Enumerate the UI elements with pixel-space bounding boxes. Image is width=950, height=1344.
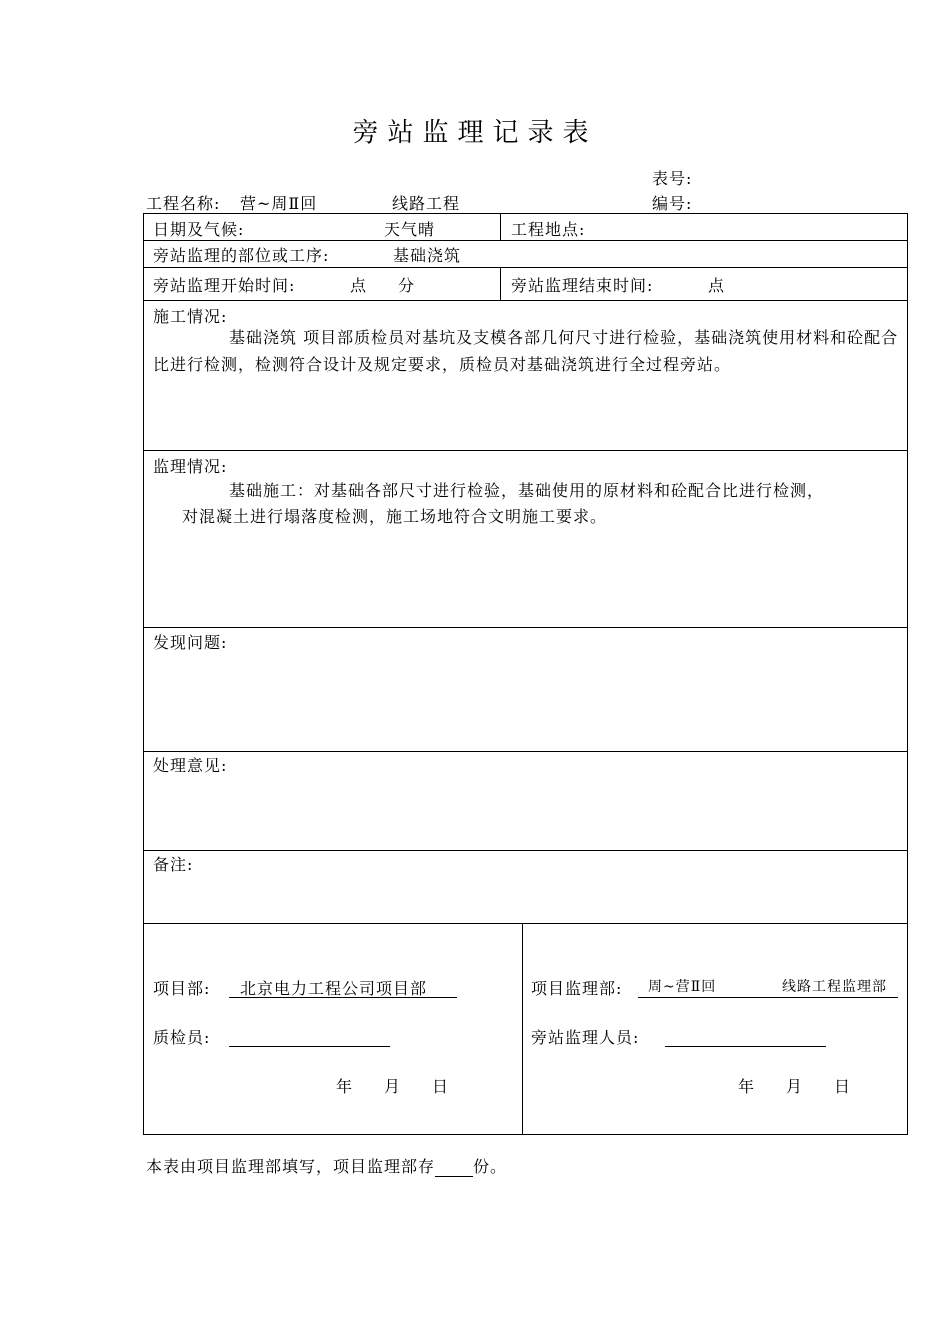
remarks-label: 备注:	[153, 855, 194, 874]
supervision-label: 监理情况:	[153, 457, 228, 476]
supervision-dept-label: 项目监理部:	[531, 979, 623, 998]
end-hour: 点	[708, 276, 726, 295]
construction-text: 基础浇筑 项目部质检员对基坑及支模各部几何尺寸进行检验，基础浇筑使用材料和砼配合比进行检测，检测符合设计及规定要求，质检员对基础浇筑进行全过程旁站。	[153, 328, 899, 374]
right-day: 日	[834, 1077, 852, 1096]
footer-text-after: 份。	[473, 1157, 508, 1176]
problems-label: 发现问题:	[153, 633, 228, 652]
date-weather-label: 日期及气候:	[153, 220, 245, 239]
serial-number-label: 编号:	[652, 194, 693, 213]
table-number-label: 表号:	[652, 169, 693, 188]
supervision-dept-value-b: 线路工程监理部	[782, 979, 887, 995]
left-day: 日	[432, 1077, 450, 1096]
project-dept-value: 北京电力工程公司项目部	[240, 979, 428, 998]
end-time-label: 旁站监理结束时间:	[511, 276, 654, 295]
supervision-dept-value-a: 周~营Ⅱ回	[648, 979, 717, 995]
project-dept-field	[229, 976, 457, 998]
project-name-value: 营~周Ⅱ回	[240, 194, 318, 213]
construction-label: 施工情况:	[153, 307, 228, 326]
right-year: 年	[738, 1077, 756, 1096]
left-month: 月	[384, 1077, 402, 1096]
date-weather-value: 天气晴	[384, 220, 436, 239]
record-form	[143, 213, 908, 1135]
right-month: 月	[786, 1077, 804, 1096]
copies-blank[interactable]	[435, 1156, 473, 1177]
start-time-label: 旁站监理开始时间:	[153, 276, 296, 295]
supervisor-label: 旁站监理人员:	[531, 1028, 640, 1047]
project-dept-label: 项目部:	[153, 979, 211, 998]
footer-text-before: 本表由项目监理部填写，项目监理部存	[146, 1157, 436, 1176]
supervisor-signature-line[interactable]	[665, 1025, 826, 1047]
handling-label: 处理意见:	[153, 756, 228, 775]
inspector-signature-line[interactable]	[229, 1025, 390, 1047]
supervision-dept-field	[638, 976, 898, 998]
project-name-suffix: 线路工程	[392, 194, 461, 213]
start-hour: 点	[350, 276, 368, 295]
part-label: 旁站监理的部位或工序:	[153, 246, 330, 265]
project-name-label: 工程名称:	[146, 194, 221, 213]
start-minute: 分	[398, 276, 416, 295]
part-value: 基础浇筑	[393, 246, 462, 265]
inspector-label: 质检员:	[153, 1028, 211, 1047]
page-title: 旁站监理记录表	[352, 118, 598, 148]
left-year: 年	[336, 1077, 354, 1096]
supervision-line1: 基础施工：对基础各部尺寸进行检验，基础使用的原材料和砼配合比进行检测，	[229, 481, 825, 500]
footer-note	[146, 1154, 507, 1177]
supervision-line2: 对混凝土进行塌落度检测，施工场地符合文明施工要求。	[182, 507, 608, 526]
site-label: 工程地点:	[511, 220, 586, 239]
